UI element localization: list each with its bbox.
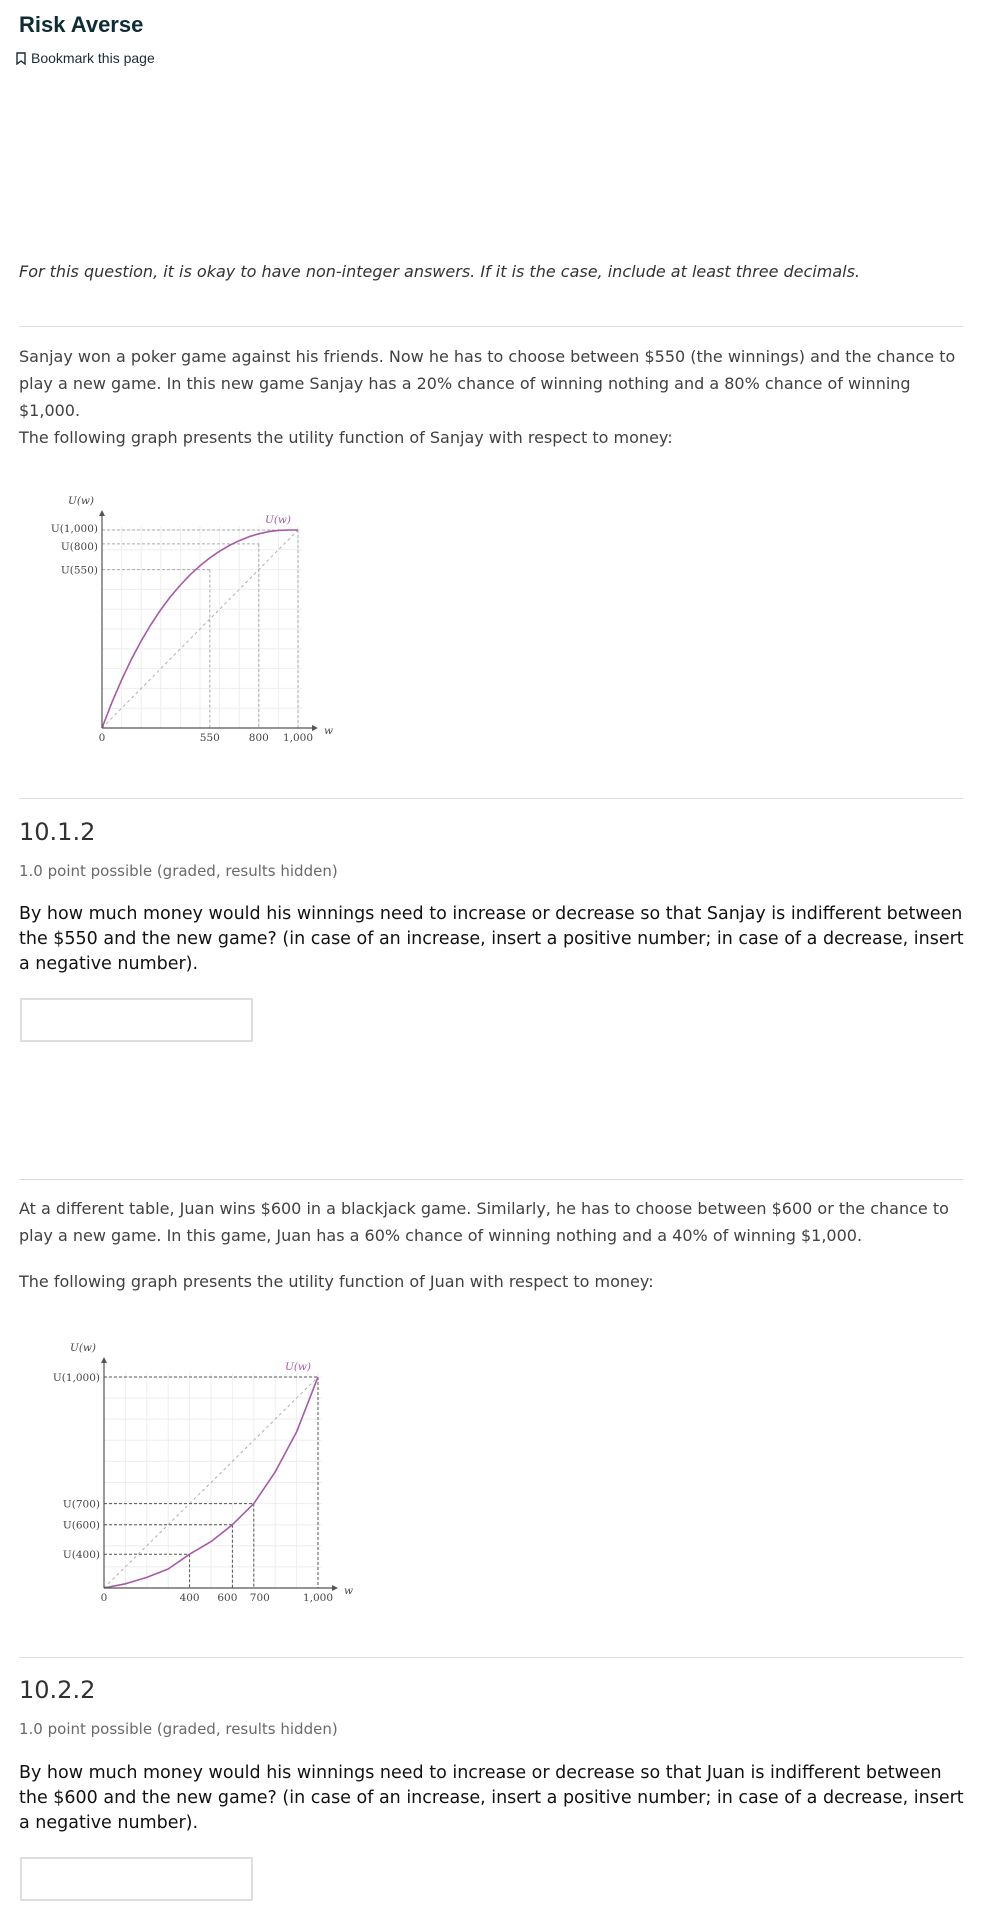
- question-number: 10.2.2: [19, 1676, 96, 1704]
- divider: [19, 1657, 963, 1658]
- y-tick-label: U(1,000): [52, 1372, 100, 1384]
- juan-utility-svg: [40, 1322, 370, 1612]
- curve-label: U(w): [264, 514, 292, 526]
- sanjay-utility-svg: [40, 480, 350, 750]
- juan-utility-chart: [40, 1322, 370, 1612]
- x-axis-arrow: [332, 1585, 338, 1591]
- page-title: Risk Averse: [19, 12, 144, 37]
- y-tick-label: U(550): [60, 564, 98, 577]
- x-tick-label: 0: [100, 1592, 108, 1604]
- y-tick-label: U(1,000): [50, 523, 98, 535]
- section2-graph-intro: The following graph presents the utility function of Juan with respect to money:: [19, 1272, 654, 1291]
- question-number: 10.1.2: [19, 818, 96, 846]
- divider: [19, 1179, 963, 1180]
- question-text: By how much money would his winnings need to increase or decrease so that Juan is indifferent between the $600 and the new game? (in case of an increase, insert a positive number; in case of a decrease, insert a negative number).: [19, 1763, 964, 1833]
- x-tick-label: 0: [98, 732, 106, 744]
- section2-intro: At a different table, Juan wins $600 in a blackjack game. Similarly, he has to choose between $600 or the chance to play a new game. In this game, Juan has a 60% chance of winning nothing and a 40% of winning $1,000.: [19, 1199, 949, 1245]
- points-info: 1.0 point possible (graded, results hidden): [19, 1720, 338, 1738]
- y-tick-label: U(800): [60, 540, 98, 553]
- bookmark-icon: [16, 52, 26, 65]
- x-axis-label: w: [344, 1585, 353, 1597]
- instructions-note: For this question, it is okay to have non-integer answers. If it is the case, include at least three decimals.: [19, 262, 860, 281]
- x-tick-label: 400: [179, 1592, 200, 1604]
- x-tick-label: 800: [248, 732, 269, 744]
- answer-input-10-1-2[interactable]: [20, 998, 253, 1042]
- section1-intro: Sanjay won a poker game against his friends. Now he has to choose between $550 (the winnings) and the chance to play a new game. In this new game Sanjay has a 20% chance of winning nothing and a 80% chance of winning $1,000.: [19, 347, 956, 420]
- y-tick-label: U(600): [62, 1519, 100, 1532]
- x-tick-label: 550: [199, 732, 220, 744]
- y-axis-arrow: [101, 1357, 107, 1363]
- curve-label: U(w): [284, 1361, 312, 1373]
- x-tick-label: 700: [249, 1592, 270, 1604]
- y-axis-arrow: [99, 510, 105, 516]
- divider: [19, 326, 963, 327]
- y-axis-label: U(w): [67, 495, 94, 507]
- bookmark-label: Bookmark this page: [31, 50, 155, 66]
- question-text: By how much money would his winnings need to increase or decrease so that Sanjay is indifferent between the $550 and the new game? (in case of an increase, insert a positive number; in case of a decrease, insert a negative number).: [19, 904, 964, 974]
- y-tick-label: U(700): [62, 1498, 100, 1511]
- y-axis-label: U(w): [69, 1342, 96, 1354]
- divider: [19, 798, 963, 799]
- y-tick-label: U(400): [62, 1549, 100, 1562]
- answer-input-10-2-2[interactable]: [20, 1857, 253, 1901]
- sanjay-utility-chart: [40, 480, 350, 750]
- x-axis-arrow: [312, 725, 318, 731]
- x-tick-label: 1,000: [282, 732, 314, 744]
- x-axis-label: w: [324, 725, 333, 737]
- bookmark-button[interactable]: [16, 50, 155, 66]
- x-tick-label: 1,000: [302, 1592, 334, 1604]
- x-tick-label: 600: [217, 1592, 238, 1604]
- section1-graph-intro: The following graph presents the utility function of Sanjay with respect to money:: [19, 428, 673, 447]
- points-info: 1.0 point possible (graded, results hidden): [19, 862, 338, 880]
